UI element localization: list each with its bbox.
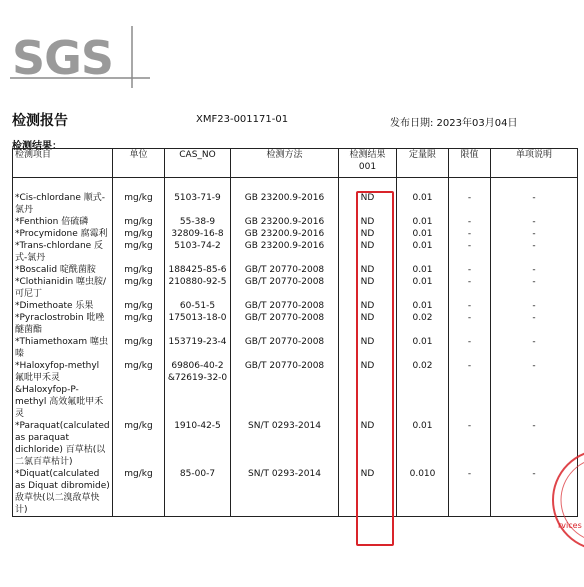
red-seal-stamp-icon (548, 440, 584, 560)
cell-item: *Fenthion 倍硫磷 (13, 216, 113, 228)
table-header-row (13, 149, 578, 178)
cell-limit: - (449, 360, 491, 420)
cell-note: - (491, 228, 578, 240)
cell-note: - (491, 336, 578, 360)
cell-note: - (491, 264, 578, 276)
cell-loq: 0.01 (397, 420, 449, 468)
cell-limit: - (449, 336, 491, 360)
cell-result: ND (339, 336, 397, 360)
cell-result: ND (339, 468, 397, 517)
cell-unit: mg/kg (113, 468, 165, 517)
cell-result: ND (339, 216, 397, 228)
cell-note: - (491, 300, 578, 312)
cell-method: GB/T 20770-2008 (231, 276, 339, 300)
column-header: CAS_NO (165, 149, 231, 178)
cell-cas: 188425-85-6 (165, 264, 231, 276)
cell-unit: mg/kg (113, 300, 165, 312)
table-row (13, 228, 578, 240)
cell-limit: - (449, 300, 491, 312)
cell-note: - (491, 312, 578, 336)
cell-item: *Dimethoate 乐果 (13, 300, 113, 312)
cell-unit: mg/kg (113, 264, 165, 276)
cell-item: *Trans-chlordane 反式-氯丹 (13, 240, 113, 264)
cell-unit: mg/kg (113, 228, 165, 240)
cell-loq: 0.01 (397, 336, 449, 360)
cell-unit: mg/kg (113, 360, 165, 420)
page-title: 检测报告 (12, 113, 68, 129)
cell-limit: - (449, 312, 491, 336)
cell-unit: mg/kg (113, 240, 165, 264)
results-table (12, 148, 578, 517)
table-row (13, 300, 578, 312)
cell-limit: - (449, 276, 491, 300)
sgs-logo-text: SGS (12, 31, 114, 85)
cell-limit: - (449, 420, 491, 468)
cell-result: ND (339, 276, 397, 300)
column-header: 检测项目 (13, 149, 113, 178)
cell-item: *Boscalid 啶酰菌胺 (13, 264, 113, 276)
cell-loq: 0.010 (397, 468, 449, 517)
cell-method: GB/T 20770-2008 (231, 300, 339, 312)
cell-unit: mg/kg (113, 312, 165, 336)
cell-cas: 153719-23-4 (165, 336, 231, 360)
sgs-logo-icon (10, 26, 150, 88)
cell-method: GB 23200.9-2016 (231, 228, 339, 240)
cell-method: GB/T 20770-2008 (231, 360, 339, 420)
cell-item: *Haloxyfop-methyl 氟吡甲禾灵&Haloxyfop-P-methyl 高效氟吡甲禾灵 (13, 360, 113, 420)
cell-result: ND (339, 312, 397, 336)
column-header: 单项说明 (491, 149, 578, 178)
column-header: 检测方法 (231, 149, 339, 178)
cell-method: GB/T 20770-2008 (231, 264, 339, 276)
column-header: 限值 (449, 149, 491, 178)
cell-note: - (491, 276, 578, 300)
cell-note: - (491, 420, 578, 468)
cell-result: ND (339, 240, 397, 264)
cell-result: ND (339, 264, 397, 276)
cell-result: ND (339, 300, 397, 312)
cell-result: ND (339, 360, 397, 420)
cell-cas: 175013-18-0 (165, 312, 231, 336)
report-number: XMF23-001171-01 (196, 114, 289, 125)
cell-method: GB 23200.9-2016 (231, 240, 339, 264)
issue-date: 发布日期: 2023年03月04日 (390, 118, 518, 129)
stamp-text: rvices (558, 521, 582, 530)
cell-item: *Diquat(calculated as Diquat dibromide) 敌草快(以二溴敌草快计) (13, 468, 113, 517)
cell-limit: - (449, 228, 491, 240)
table-row (13, 312, 578, 336)
table-row (13, 468, 578, 517)
cell-result: ND (339, 420, 397, 468)
column-header: 单位 (113, 149, 165, 178)
cell-method: GB/T 20770-2008 (231, 336, 339, 360)
column-header: 定量限 (397, 149, 449, 178)
cell-note: - (491, 240, 578, 264)
cell-cas: 5103-71-9 (165, 178, 231, 217)
cell-loq: 0.02 (397, 312, 449, 336)
table-row (13, 178, 578, 217)
cell-cas: 5103-74-2 (165, 240, 231, 264)
table-row (13, 276, 578, 300)
cell-method: GB 23200.9-2016 (231, 216, 339, 228)
cell-result: ND (339, 228, 397, 240)
cell-result: ND (339, 178, 397, 217)
cell-cas: 32809-16-8 (165, 228, 231, 240)
cell-limit: - (449, 240, 491, 264)
cell-loq: 0.01 (397, 216, 449, 228)
table-row (13, 336, 578, 360)
cell-note: - (491, 468, 578, 517)
cell-item: *Cis-chlordane 顺式-氯丹 (13, 178, 113, 217)
cell-method: GB 23200.9-2016 (231, 178, 339, 217)
cell-method: GB/T 20770-2008 (231, 312, 339, 336)
table-row (13, 264, 578, 276)
cell-unit: mg/kg (113, 178, 165, 217)
cell-loq: 0.01 (397, 178, 449, 217)
cell-unit: mg/kg (113, 420, 165, 468)
cell-item: *Clothianidin 噻虫胺/可尼丁 (13, 276, 113, 300)
cell-item: *Procymidone 腐霉利 (13, 228, 113, 240)
table-row (13, 360, 578, 420)
cell-item: *Paraquat(calculated as paraquat dichloride) 百草枯(以二氯百草枯计) (13, 420, 113, 468)
cell-loq: 0.02 (397, 360, 449, 420)
column-header: 检测结果 001 (339, 149, 397, 178)
table-row (13, 420, 578, 468)
report-header (12, 110, 578, 132)
cell-note: - (491, 178, 578, 217)
cell-cas: 55-38-9 (165, 216, 231, 228)
cell-loq: 0.01 (397, 240, 449, 264)
cell-note: - (491, 216, 578, 228)
results-label: 检测结果： (12, 141, 62, 152)
cell-cas: 1910-42-5 (165, 420, 231, 468)
cell-cas: 210880-92-5 (165, 276, 231, 300)
cell-loq: 0.01 (397, 264, 449, 276)
cell-loq: 0.01 (397, 228, 449, 240)
cell-cas: 60-51-5 (165, 300, 231, 312)
cell-loq: 0.01 (397, 300, 449, 312)
cell-loq: 0.01 (397, 276, 449, 300)
cell-cas: 85-00-7 (165, 468, 231, 517)
cell-cas: 69806-40-2 &72619-32-0 (165, 360, 231, 420)
cell-item: *Thiamethoxam 噻虫嗪 (13, 336, 113, 360)
cell-limit: - (449, 264, 491, 276)
cell-limit: - (449, 178, 491, 217)
cell-method: SN/T 0293-2014 (231, 420, 339, 468)
cell-unit: mg/kg (113, 216, 165, 228)
table-row (13, 216, 578, 228)
cell-item: *Pyraclostrobin 吡唑醚菌酯 (13, 312, 113, 336)
cell-note: - (491, 360, 578, 420)
cell-limit: - (449, 468, 491, 517)
cell-limit: - (449, 216, 491, 228)
cell-unit: mg/kg (113, 276, 165, 300)
cell-unit: mg/kg (113, 336, 165, 360)
table-row (13, 240, 578, 264)
cell-method: SN/T 0293-2014 (231, 468, 339, 517)
